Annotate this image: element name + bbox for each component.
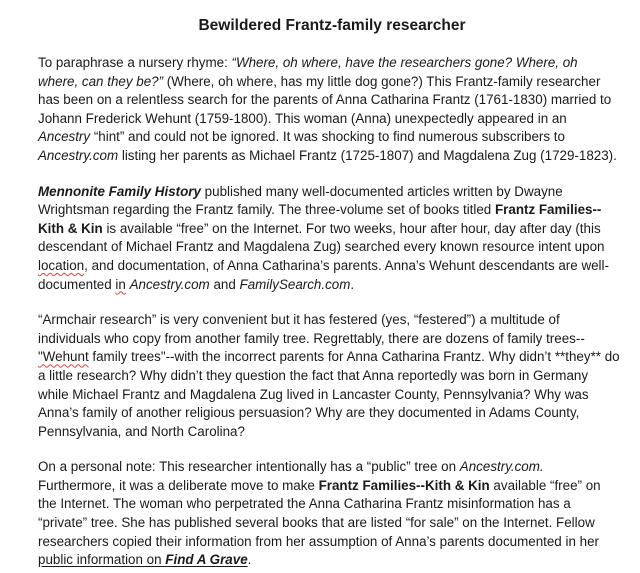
ancestry-com-name: Ancestry.com bbox=[129, 276, 210, 292]
text: available “free” on the Internet. The woman who perpetrated the Anna Catharina Frantz misinformation has a “private” tree. She has published several books that are listed “for sale” on the Internet. Fellow researchers copied their information from her assumption of Anna’s parents documented in her bbox=[38, 477, 601, 549]
rhyme-quote: “Where, oh where, have the researchers gone? Where, oh where, can they be?” bbox=[38, 55, 578, 89]
text: (Where, oh where, has my little dog gone?) This Frantz-family researcher has been on a relentless search for the parents of Anna Catharina Frantz (1761-1830) married to Johann Frederick Wehunt (1759-1800). This woman (Anna) unexpectedly appeared in an bbox=[38, 73, 612, 126]
text: Furthermore, it was a deliberate move to make bbox=[38, 477, 319, 493]
paragraph-personal-note bbox=[38, 458, 620, 570]
public-information-link[interactable] bbox=[38, 552, 248, 567]
text: listing her parents as Michael Frantz (1725-1807) and Magdalena Zug (1729-1823). bbox=[118, 147, 617, 163]
familysearch-name: FamilySearch.com bbox=[239, 276, 351, 292]
text: and bbox=[209, 276, 240, 292]
text: published many well-documented articles written by Dwayne Wrightsman regarding the Frantz family. The three-volume set of books titled bbox=[38, 183, 563, 218]
text: . bbox=[350, 276, 355, 292]
page-title: Bewildered Frantz-family researcher bbox=[198, 17, 466, 34]
ancestry-com-name: Ancestry.com. bbox=[459, 459, 544, 475]
text: , and documentation, of Anna Catharina’s parents. Anna’s Wehunt descendants are well-documented bbox=[38, 257, 609, 292]
link-text: public information on bbox=[38, 552, 166, 568]
paragraph-mennonite-history bbox=[38, 183, 620, 295]
text: “hint” and could not be ignored. It was shocking to find numerous subscribers to bbox=[90, 129, 565, 145]
spellcheck-word-location: location bbox=[38, 257, 85, 273]
book-title: Frantz Families--Kith & Kin bbox=[38, 202, 602, 236]
ancestry-com-name: Ancestry.com bbox=[38, 147, 119, 163]
paragraph-nursery-rhyme bbox=[38, 54, 620, 166]
paragraph-armchair-research bbox=[38, 311, 620, 441]
text: is available “free” on the Internet. For two weeks, hour after hour, day after day (this descendant of Michael Frantz and Magdalena Zug) searched every known resource intent upon bbox=[38, 220, 605, 255]
text: family trees"--with the incorrect parents for Anna Catharina Frantz. Why didn’t **they** do a little research? Why didn’t they question the fact that Anna reportedly was born in Germany while Michael Frantz and Magdalena Zug lived in Lancaster County, Pennsylvania? Why was Anna’s family of another religious persuasion? Why are they documented in Adams County, Pennsylvania, and North Carolina? bbox=[38, 349, 620, 439]
ancestry-name: Ancestry bbox=[38, 129, 91, 145]
text: “Armchair research” is very convenient but it has festered (yes, “festered”) a multitude of individuals who copy from another family tree. Regrettably, there are dozens of family trees-- bbox=[38, 312, 585, 346]
find-a-grave-link[interactable]: Find A Grave bbox=[165, 552, 248, 568]
text: On a personal note: This researcher intentionally has a “public” tree on bbox=[38, 459, 460, 475]
spellcheck-word-in: in bbox=[115, 276, 126, 292]
text: To paraphrase a nursery rhyme: bbox=[38, 55, 232, 70]
text: . bbox=[247, 552, 252, 568]
book-title: Frantz Families--Kith & Kin bbox=[318, 477, 490, 493]
spellcheck-word-wehunt: "Wehunt bbox=[38, 349, 89, 365]
publication-title: Mennonite Family History bbox=[38, 183, 201, 199]
